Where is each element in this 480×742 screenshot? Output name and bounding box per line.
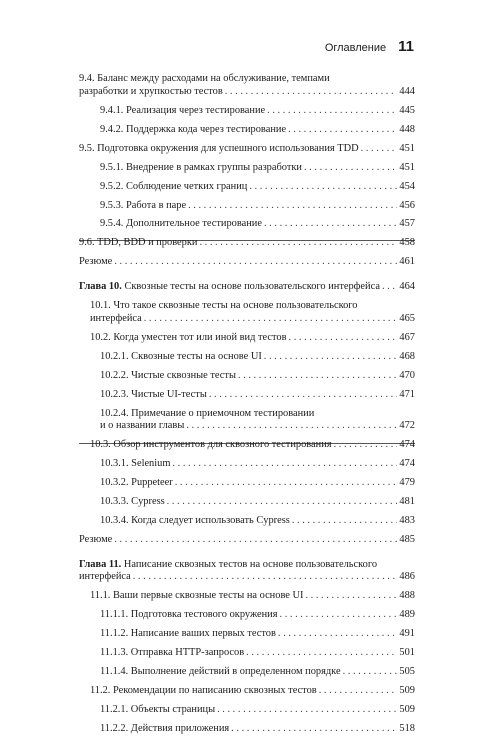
toc-entry-title: 10.3.2. Puppeteer (100, 477, 173, 489)
toc-entry-line-last (79, 281, 415, 294)
toc-page-number: 488 (399, 590, 415, 602)
toc-entry-title: разработки и хрупкостью тестов (79, 85, 223, 97)
toc-entry-line-last (100, 370, 415, 383)
dot-leader (114, 256, 397, 269)
toc-entry[interactable] (79, 332, 415, 345)
toc-entry-line-last (100, 477, 415, 490)
dot-leader (382, 281, 397, 294)
toc-entry[interactable] (79, 124, 415, 137)
toc-entry[interactable] (79, 181, 415, 194)
dot-leader (264, 218, 397, 231)
toc-entry-title: 10.2.1. Сквозные тесты на основе UI (100, 350, 262, 362)
dot-leader (172, 458, 397, 471)
toc-entry-title: 9.4. Баланс между расходами на обслуживание, темпами (79, 73, 330, 84)
toc-page-number: 479 (399, 477, 415, 489)
toc-page-number: 464 (399, 281, 415, 293)
toc-entry-title: 9.4.1. Реализация через тестирование (100, 104, 266, 116)
dot-leader (304, 162, 397, 175)
toc-page-number: 461 (399, 256, 415, 268)
toc-entry-title: 9.5.2. Соблюдение четких границ (100, 180, 248, 192)
toc-entry-line-last (100, 181, 415, 194)
dot-leader (280, 609, 398, 622)
toc-entry-line-last (90, 332, 415, 345)
toc-entry-title: интерфейса (90, 312, 142, 324)
dot-leader (199, 237, 397, 250)
toc-page-number: 444 (399, 85, 415, 97)
toc-entry-line-last (100, 200, 415, 213)
toc-page-number: 458 (399, 237, 415, 249)
toc-entry-line-last (100, 458, 415, 471)
toc-entry-title: 10.3.4. Когда следует использовать Cypress (100, 515, 290, 527)
toc-page-number: 483 (399, 515, 415, 527)
toc-entry[interactable] (79, 300, 415, 325)
toc-entry-title: 9.5.1. Внедрение в рамках группы разработки (100, 161, 302, 173)
toc-entry-line-last (100, 351, 415, 364)
toc-page-number: 451 (399, 161, 415, 173)
toc-entry-line-last (100, 389, 415, 402)
toc-entry-title: 10.2.4. Примечание о приемочном тестировании (100, 407, 315, 419)
toc-page-number: 471 (399, 388, 415, 400)
toc-entry-line-last (100, 666, 415, 679)
toc-entry-title: Резюме (79, 256, 113, 268)
toc-entry-title: 11.1.1. Подготовка тестового окружения (100, 609, 278, 621)
toc-entry-title: 9.5.4. Дополнительное тестирование (100, 218, 262, 230)
toc-entry-title: 11.2.1. Объекты страницы (100, 704, 216, 716)
toc-page-number: 486 (399, 571, 415, 583)
toc-entry-line-last (90, 313, 415, 326)
dot-leader (334, 439, 398, 452)
toc-page-number: 509 (399, 685, 415, 697)
toc-entry-line (100, 408, 415, 421)
toc-entry-line (79, 73, 415, 86)
toc-entry-title: 11.2. Рекомендации по написанию сквозных тестов (90, 685, 317, 697)
toc-page-number: 481 (399, 496, 415, 508)
toc-page-number: 448 (399, 123, 415, 135)
toc-entry[interactable] (79, 408, 415, 433)
toc-entry[interactable] (79, 534, 415, 547)
toc-page-number: 445 (399, 104, 415, 116)
toc-entry-line-last (79, 86, 415, 99)
toc-entry-line-last (100, 496, 415, 509)
dot-leader (246, 647, 397, 660)
toc-page-number: 491 (399, 628, 415, 640)
toc-entry-line-last (100, 647, 415, 660)
toc-entry[interactable] (79, 370, 415, 383)
dot-leader (217, 704, 397, 717)
dot-leader (343, 666, 398, 679)
toc-entry-line-last (100, 105, 415, 118)
toc-entry[interactable] (79, 723, 415, 736)
toc-page-number: 470 (399, 369, 415, 381)
chapter-label: Глава 10. (79, 281, 122, 293)
dot-leader (264, 351, 398, 364)
toc-entry[interactable] (79, 666, 415, 679)
toc-page-number: 501 (399, 647, 415, 659)
toc-entry-line-last (100, 515, 415, 528)
toc-page-number: 457 (399, 218, 415, 230)
toc-page-number: 474 (399, 439, 415, 451)
toc-entry-title: 11.1. Ваши первые сквозные тесты на основе UI (90, 590, 304, 602)
toc-entry-line-last (100, 609, 415, 622)
toc-entry-title: Глава 10. Сквозные тесты на основе пользовательского интерфейса (79, 281, 380, 293)
dot-leader (361, 143, 398, 156)
dot-leader (289, 332, 398, 345)
toc-entry-title: 10.3.1. Selenium (100, 458, 171, 470)
dot-leader (288, 124, 397, 137)
toc-page-number: 468 (399, 350, 415, 362)
toc-entry[interactable] (79, 647, 415, 660)
toc-entry[interactable] (79, 628, 415, 641)
dot-leader (144, 313, 398, 326)
dot-leader (188, 200, 397, 213)
dot-leader (114, 534, 397, 547)
toc-entry-title: 9.5. Подготовка окружения для успешного использования TDD (79, 142, 359, 154)
toc-entry[interactable] (79, 143, 415, 156)
table-of-contents (79, 73, 415, 742)
dot-leader (231, 723, 397, 736)
toc-page-number: 456 (399, 199, 415, 211)
toc-entry[interactable] (79, 704, 415, 717)
toc-page-number: 509 (399, 704, 415, 716)
toc-entry-title: 10.2.3. Чистые UI-тесты (100, 388, 207, 400)
toc-entry-line-last (79, 237, 415, 250)
dot-leader (167, 496, 398, 509)
toc-entry[interactable] (79, 218, 415, 231)
toc-entry-line-last (90, 439, 415, 452)
dot-leader (133, 571, 398, 584)
toc-entry-title: интерфейса (79, 571, 131, 583)
chapter-label: Глава 11. (79, 558, 122, 570)
toc-entry-title: 11.1.3. Отправка HTTP-запросов (100, 647, 245, 659)
dot-leader (175, 477, 398, 490)
toc-entry-line-last (100, 162, 415, 175)
toc-entry-line-last (79, 534, 415, 547)
toc-page-number: 472 (399, 420, 415, 432)
dot-leader (267, 105, 397, 118)
toc-entry-title: 11.2.2. Действия приложения (100, 723, 230, 735)
toc-entry[interactable] (79, 609, 415, 622)
dot-leader (238, 370, 397, 383)
dot-leader (209, 389, 398, 402)
toc-entry-line-last (100, 704, 415, 717)
toc-entry-line-last (100, 218, 415, 231)
toc-chapter-entry[interactable] (79, 559, 415, 584)
toc-entry-title: 10.3. Обзор инструментов для сквозного тестирования (90, 439, 332, 451)
toc-entry[interactable] (79, 105, 415, 118)
toc-entry[interactable] (79, 590, 415, 603)
toc-entry-line-last (90, 685, 415, 698)
toc-chapter-entry[interactable] (79, 281, 415, 294)
toc-entry[interactable] (79, 162, 415, 175)
toc-entry[interactable] (79, 685, 415, 698)
toc-page-number: 467 (399, 331, 415, 343)
toc-entry-line-last (100, 628, 415, 641)
toc-entry-line-last (100, 420, 415, 433)
toc-entry-line (90, 300, 415, 313)
toc-entry-title: 10.2.2. Чистые сквозные тесты (100, 369, 236, 381)
toc-entry[interactable] (79, 496, 415, 509)
toc-page-number: 451 (399, 142, 415, 154)
toc-entry-title: 9.4.2. Поддержка кода через тестирование (100, 123, 287, 135)
toc-entry-title: Глава 11. Написание сквозных тестов на основе пользовательского (79, 558, 378, 570)
toc-entry[interactable] (79, 351, 415, 364)
toc-entry-line (79, 559, 415, 572)
toc-entry-line-last (79, 571, 415, 584)
toc-entry[interactable] (79, 73, 415, 98)
toc-page-number: 505 (399, 666, 415, 678)
toc-page-number: 518 (399, 723, 415, 735)
dot-leader (305, 590, 397, 603)
dot-leader (292, 515, 398, 528)
dot-leader (186, 420, 397, 433)
toc-page-number: 485 (399, 534, 415, 546)
toc-entry-line-last (100, 124, 415, 137)
toc-entry[interactable] (79, 458, 415, 471)
toc-entry[interactable] (79, 515, 415, 528)
toc-entry[interactable] (79, 256, 415, 269)
toc-entry-line-last (90, 590, 415, 603)
dot-leader (319, 685, 398, 698)
toc-entry-line-last (100, 723, 415, 736)
toc-page-number: 474 (399, 458, 415, 470)
toc-entry[interactable] (79, 237, 415, 250)
toc-entry-title: 10.1. Что такое сквозные тесты на основе пользовательского (90, 300, 358, 312)
toc-page-number: 454 (399, 180, 415, 192)
toc-entry-line-last (79, 143, 415, 156)
toc-entry[interactable] (79, 439, 415, 452)
toc-entry-title: 10.2. Когда уместен тот или иной вид тестов (90, 331, 287, 343)
dot-leader (249, 181, 397, 194)
page-number: 11 (398, 38, 414, 55)
toc-page-number: 465 (399, 312, 415, 324)
toc-page-number: 489 (399, 609, 415, 621)
dot-leader (225, 86, 398, 99)
toc-entry[interactable] (79, 477, 415, 490)
toc-entry[interactable] (79, 389, 415, 402)
running-head (325, 38, 414, 55)
toc-entry-title: 11.1.2. Написание ваших первых тестов (100, 628, 276, 640)
toc-entry-title: 9.5.3. Работа в паре (100, 199, 187, 211)
toc-entry-title: 10.3.3. Cypress (100, 496, 165, 508)
toc-entry-title: Резюме (79, 534, 113, 546)
toc-entry[interactable] (79, 200, 415, 213)
toc-entry-line-last (79, 256, 415, 269)
running-head-title: Оглавление (324, 42, 387, 54)
toc-entry-title: 9.6. TDD, BDD и проверки (79, 237, 198, 249)
dot-leader (278, 628, 398, 641)
toc-entry-title: и о названии главы (100, 420, 185, 432)
toc-entry-title: 11.1.4. Выполнение действий в определенном порядке (100, 666, 341, 678)
